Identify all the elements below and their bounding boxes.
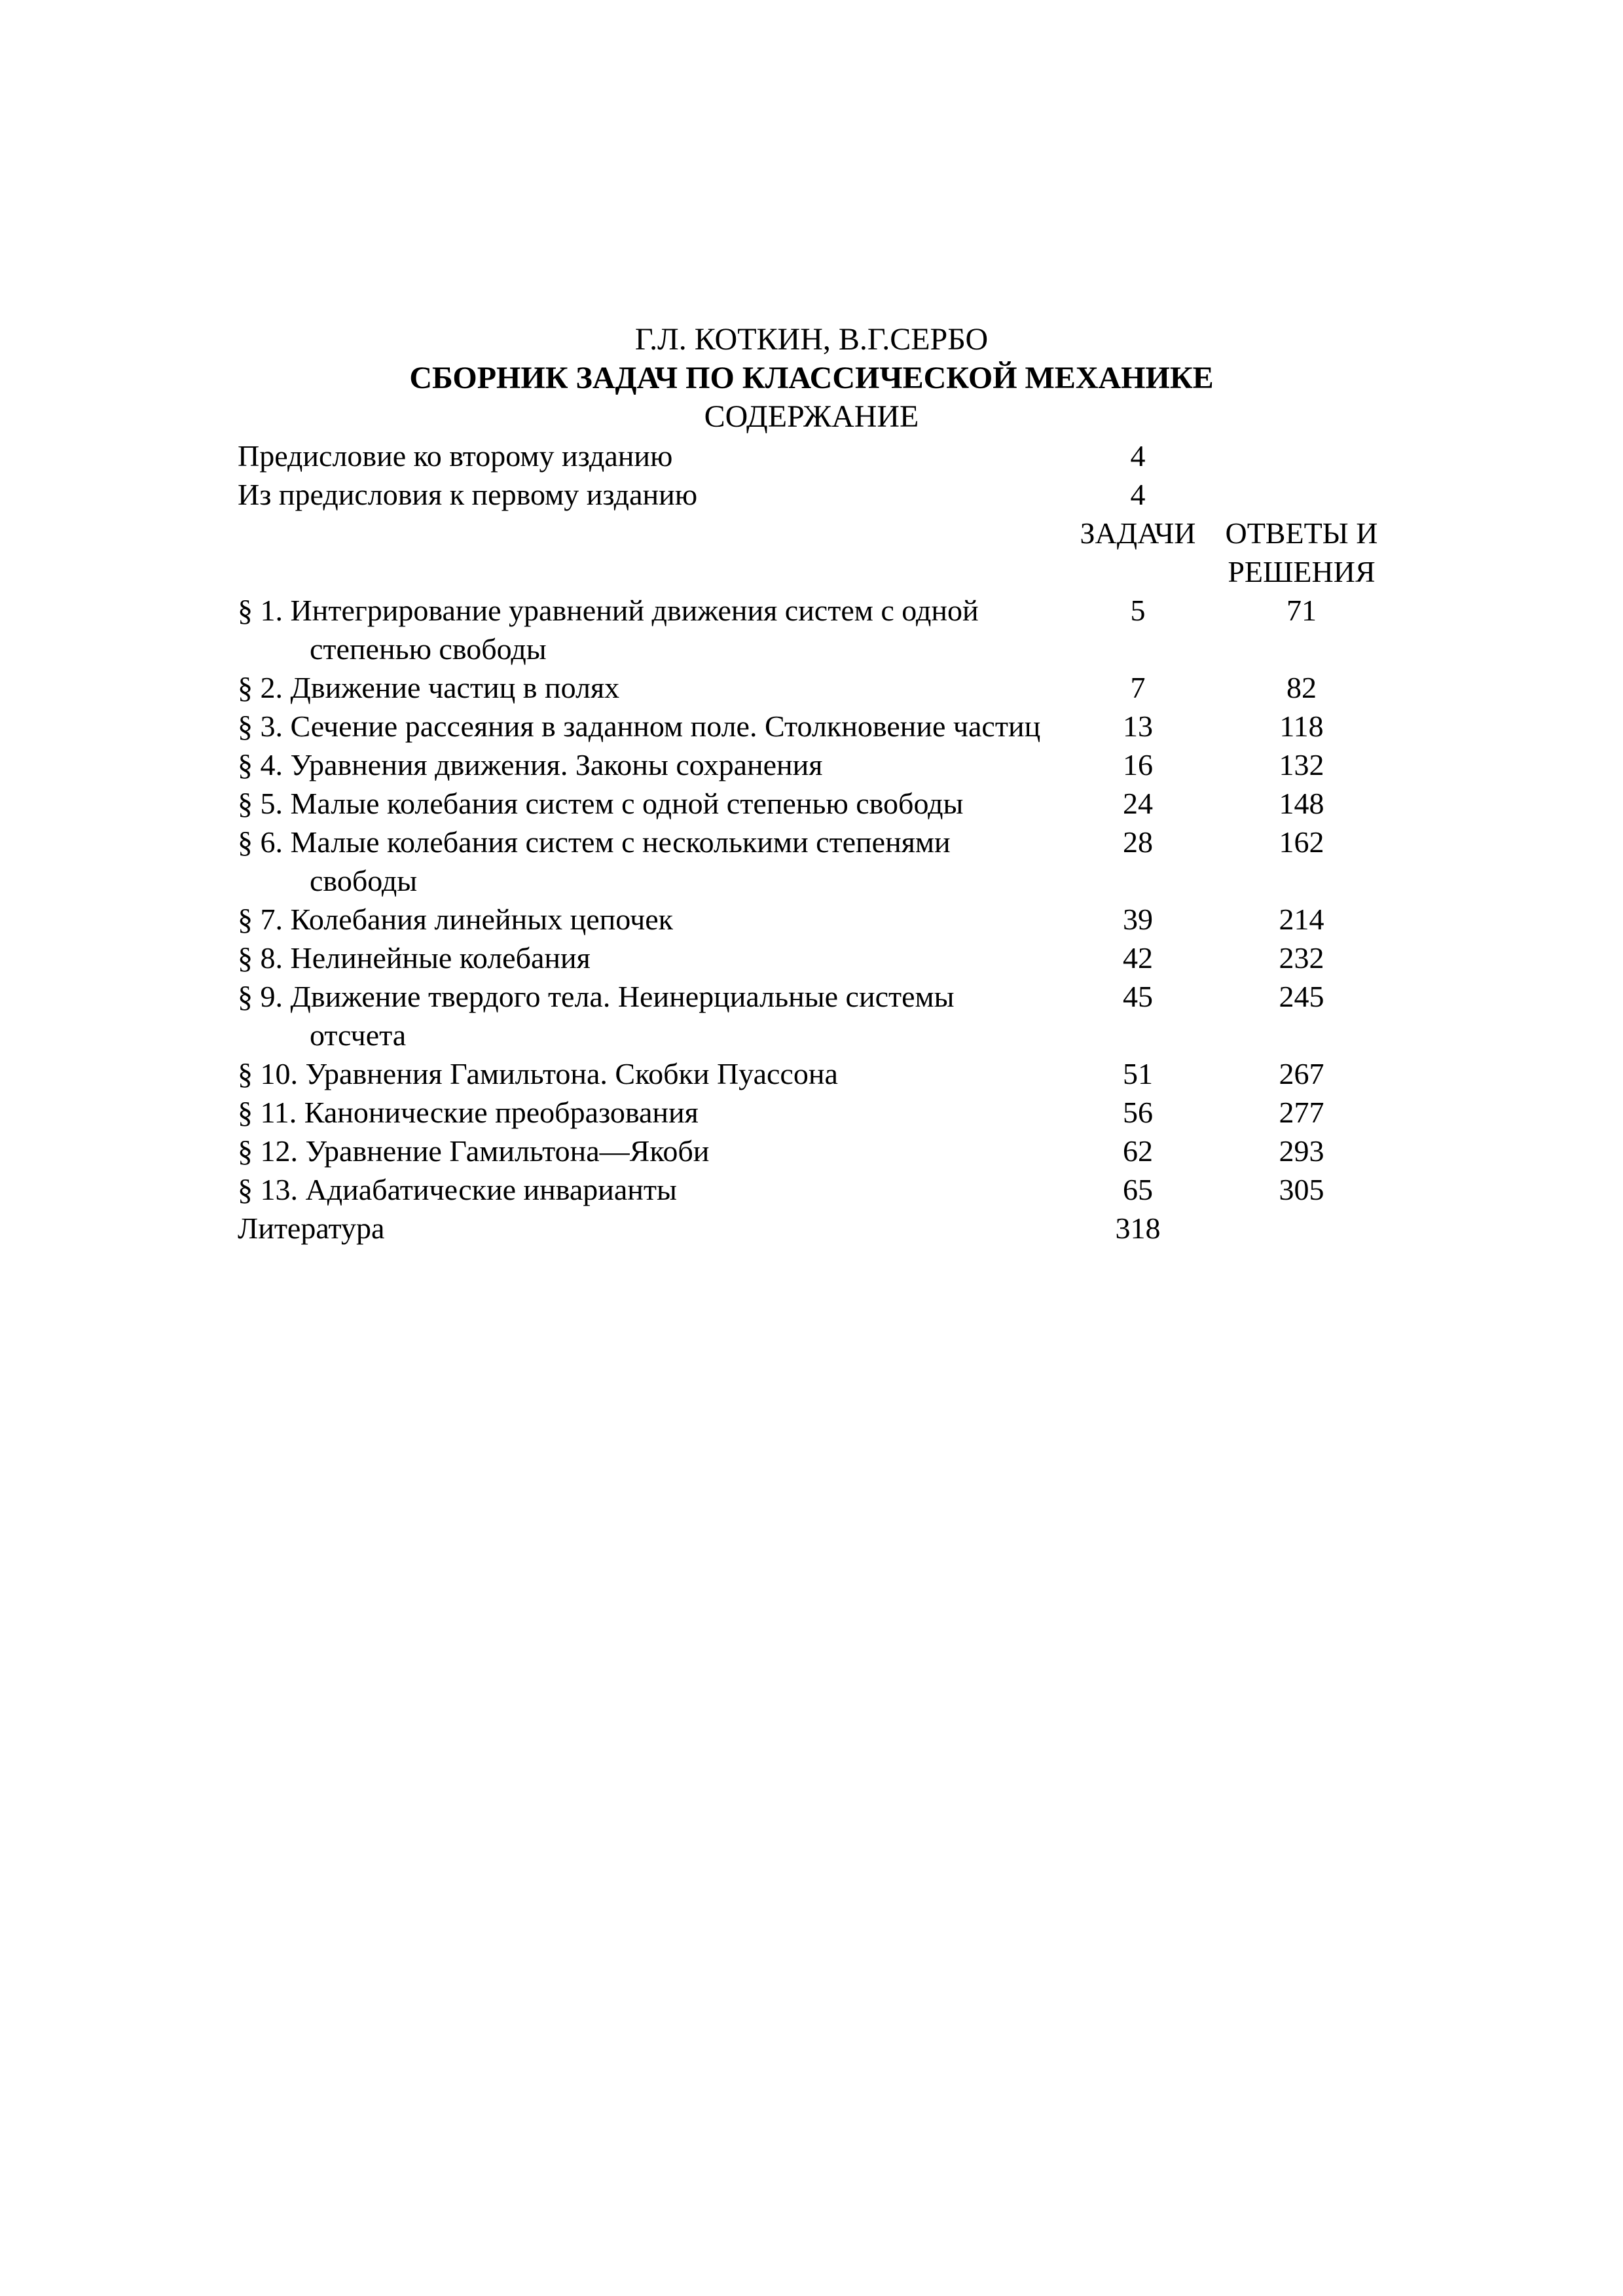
section-title: § 5. Малые колебания систем с одной степенью свободы [238, 787, 964, 820]
section-answers-page: 118 [1279, 709, 1324, 743]
toc-row-section [238, 1093, 1416, 1132]
authors: Г.Л. КОТКИН, В.Г.СЕРБО [634, 322, 989, 357]
section-answers-page: 71 [1286, 594, 1317, 627]
toc-row-title: Предисловие ко второму изданию [238, 439, 673, 473]
toc-row-section [238, 591, 1416, 668]
section-list [238, 591, 1416, 1209]
toc-row-section [238, 823, 1416, 900]
section-title: § 11. Канонические преобразования [238, 1096, 699, 1129]
book-title: СБОРНИК ЗАДАЧ ПО КЛАССИЧЕСКОЙ МЕХАНИКЕ [409, 361, 1214, 395]
section-answers-page: 148 [1279, 787, 1324, 820]
section-answers-page: 232 [1279, 941, 1324, 975]
section-title: § 4. Уравнения движения. Законы сохранения [238, 748, 823, 781]
section-answers-page: 267 [1279, 1057, 1324, 1090]
section-title: § 10. Уравнения Гамильтона. Скобки Пуассона [238, 1057, 838, 1090]
toc-row-preface-second [238, 437, 1416, 475]
section-tasks-page: 28 [1123, 825, 1153, 859]
section-title: § 8. Нелинейные колебания [238, 941, 591, 975]
contents-heading: СОДЕРЖАНИЕ [704, 399, 919, 434]
section-title: § 7. Колебания линейных цепочек [238, 903, 673, 936]
toc-row-section [238, 1132, 1416, 1170]
column-headers [238, 514, 1416, 591]
section-title: § 3. Сечение рассеяния в заданном поле. Столкновение частиц [238, 709, 1041, 743]
toc-row-section [238, 1054, 1416, 1093]
toc-row-title: Из предисловия к первому изданию [238, 478, 698, 511]
section-answers-page: 162 [1279, 825, 1324, 859]
toc-row-title: Литература [238, 1211, 385, 1245]
toc-row-section [238, 745, 1416, 784]
toc-row-section [238, 939, 1416, 977]
section-tasks-page: 5 [1130, 594, 1146, 627]
toc-row-page: 4 [1130, 439, 1146, 473]
section-answers-page: 214 [1279, 903, 1324, 936]
section-title: § 12. Уравнение Гамильтона—Якоби [238, 1134, 710, 1168]
toc-row-preface-first [238, 475, 1416, 514]
section-answers-page: 293 [1279, 1134, 1324, 1168]
section-answers-page: 82 [1286, 671, 1317, 704]
section-tasks-page: 24 [1123, 787, 1153, 820]
section-tasks-page: 65 [1123, 1173, 1153, 1206]
column-header-tasks: ЗАДАЧИ [1080, 516, 1196, 550]
toc-row-section [238, 707, 1416, 745]
section-tasks-page: 16 [1123, 748, 1153, 781]
toc-row-page: 318 [1115, 1211, 1161, 1245]
section-tasks-page: 7 [1130, 671, 1146, 704]
column-header-answers: ОТВЕТЫ И РЕШЕНИЯ [1225, 516, 1378, 588]
section-tasks-page: 56 [1123, 1096, 1153, 1129]
table-of-contents [238, 437, 1416, 1247]
toc-row-section [238, 784, 1416, 823]
section-answers-page: 277 [1279, 1096, 1324, 1129]
toc-row-section [238, 977, 1416, 1054]
toc-row-page: 4 [1130, 478, 1146, 511]
section-answers-page: 245 [1279, 980, 1324, 1013]
section-title: § 13. Адиабатические инварианты [238, 1173, 677, 1206]
toc-row-section [238, 900, 1416, 939]
section-tasks-page: 62 [1123, 1134, 1153, 1168]
section-title: § 6. Малые колебания систем с несколькими степенями свободы [238, 825, 951, 897]
section-title: § 9. Движение твердого тела. Неинерциальные системы отсчета [238, 980, 955, 1052]
section-title: § 2. Движение частиц в полях [238, 671, 620, 704]
section-answers-page: 132 [1279, 748, 1324, 781]
section-tasks-page: 39 [1123, 903, 1153, 936]
section-tasks-page: 13 [1123, 709, 1153, 743]
section-tasks-page: 45 [1123, 980, 1153, 1013]
toc-row-literature [238, 1209, 1416, 1247]
section-tasks-page: 42 [1123, 941, 1153, 975]
section-title: § 1. Интегрирование уравнений движения систем с одной степенью свободы [238, 594, 979, 666]
section-tasks-page: 51 [1123, 1057, 1153, 1090]
section-answers-page: 305 [1279, 1173, 1324, 1206]
toc-row-section [238, 1170, 1416, 1209]
toc-row-section [238, 668, 1416, 707]
